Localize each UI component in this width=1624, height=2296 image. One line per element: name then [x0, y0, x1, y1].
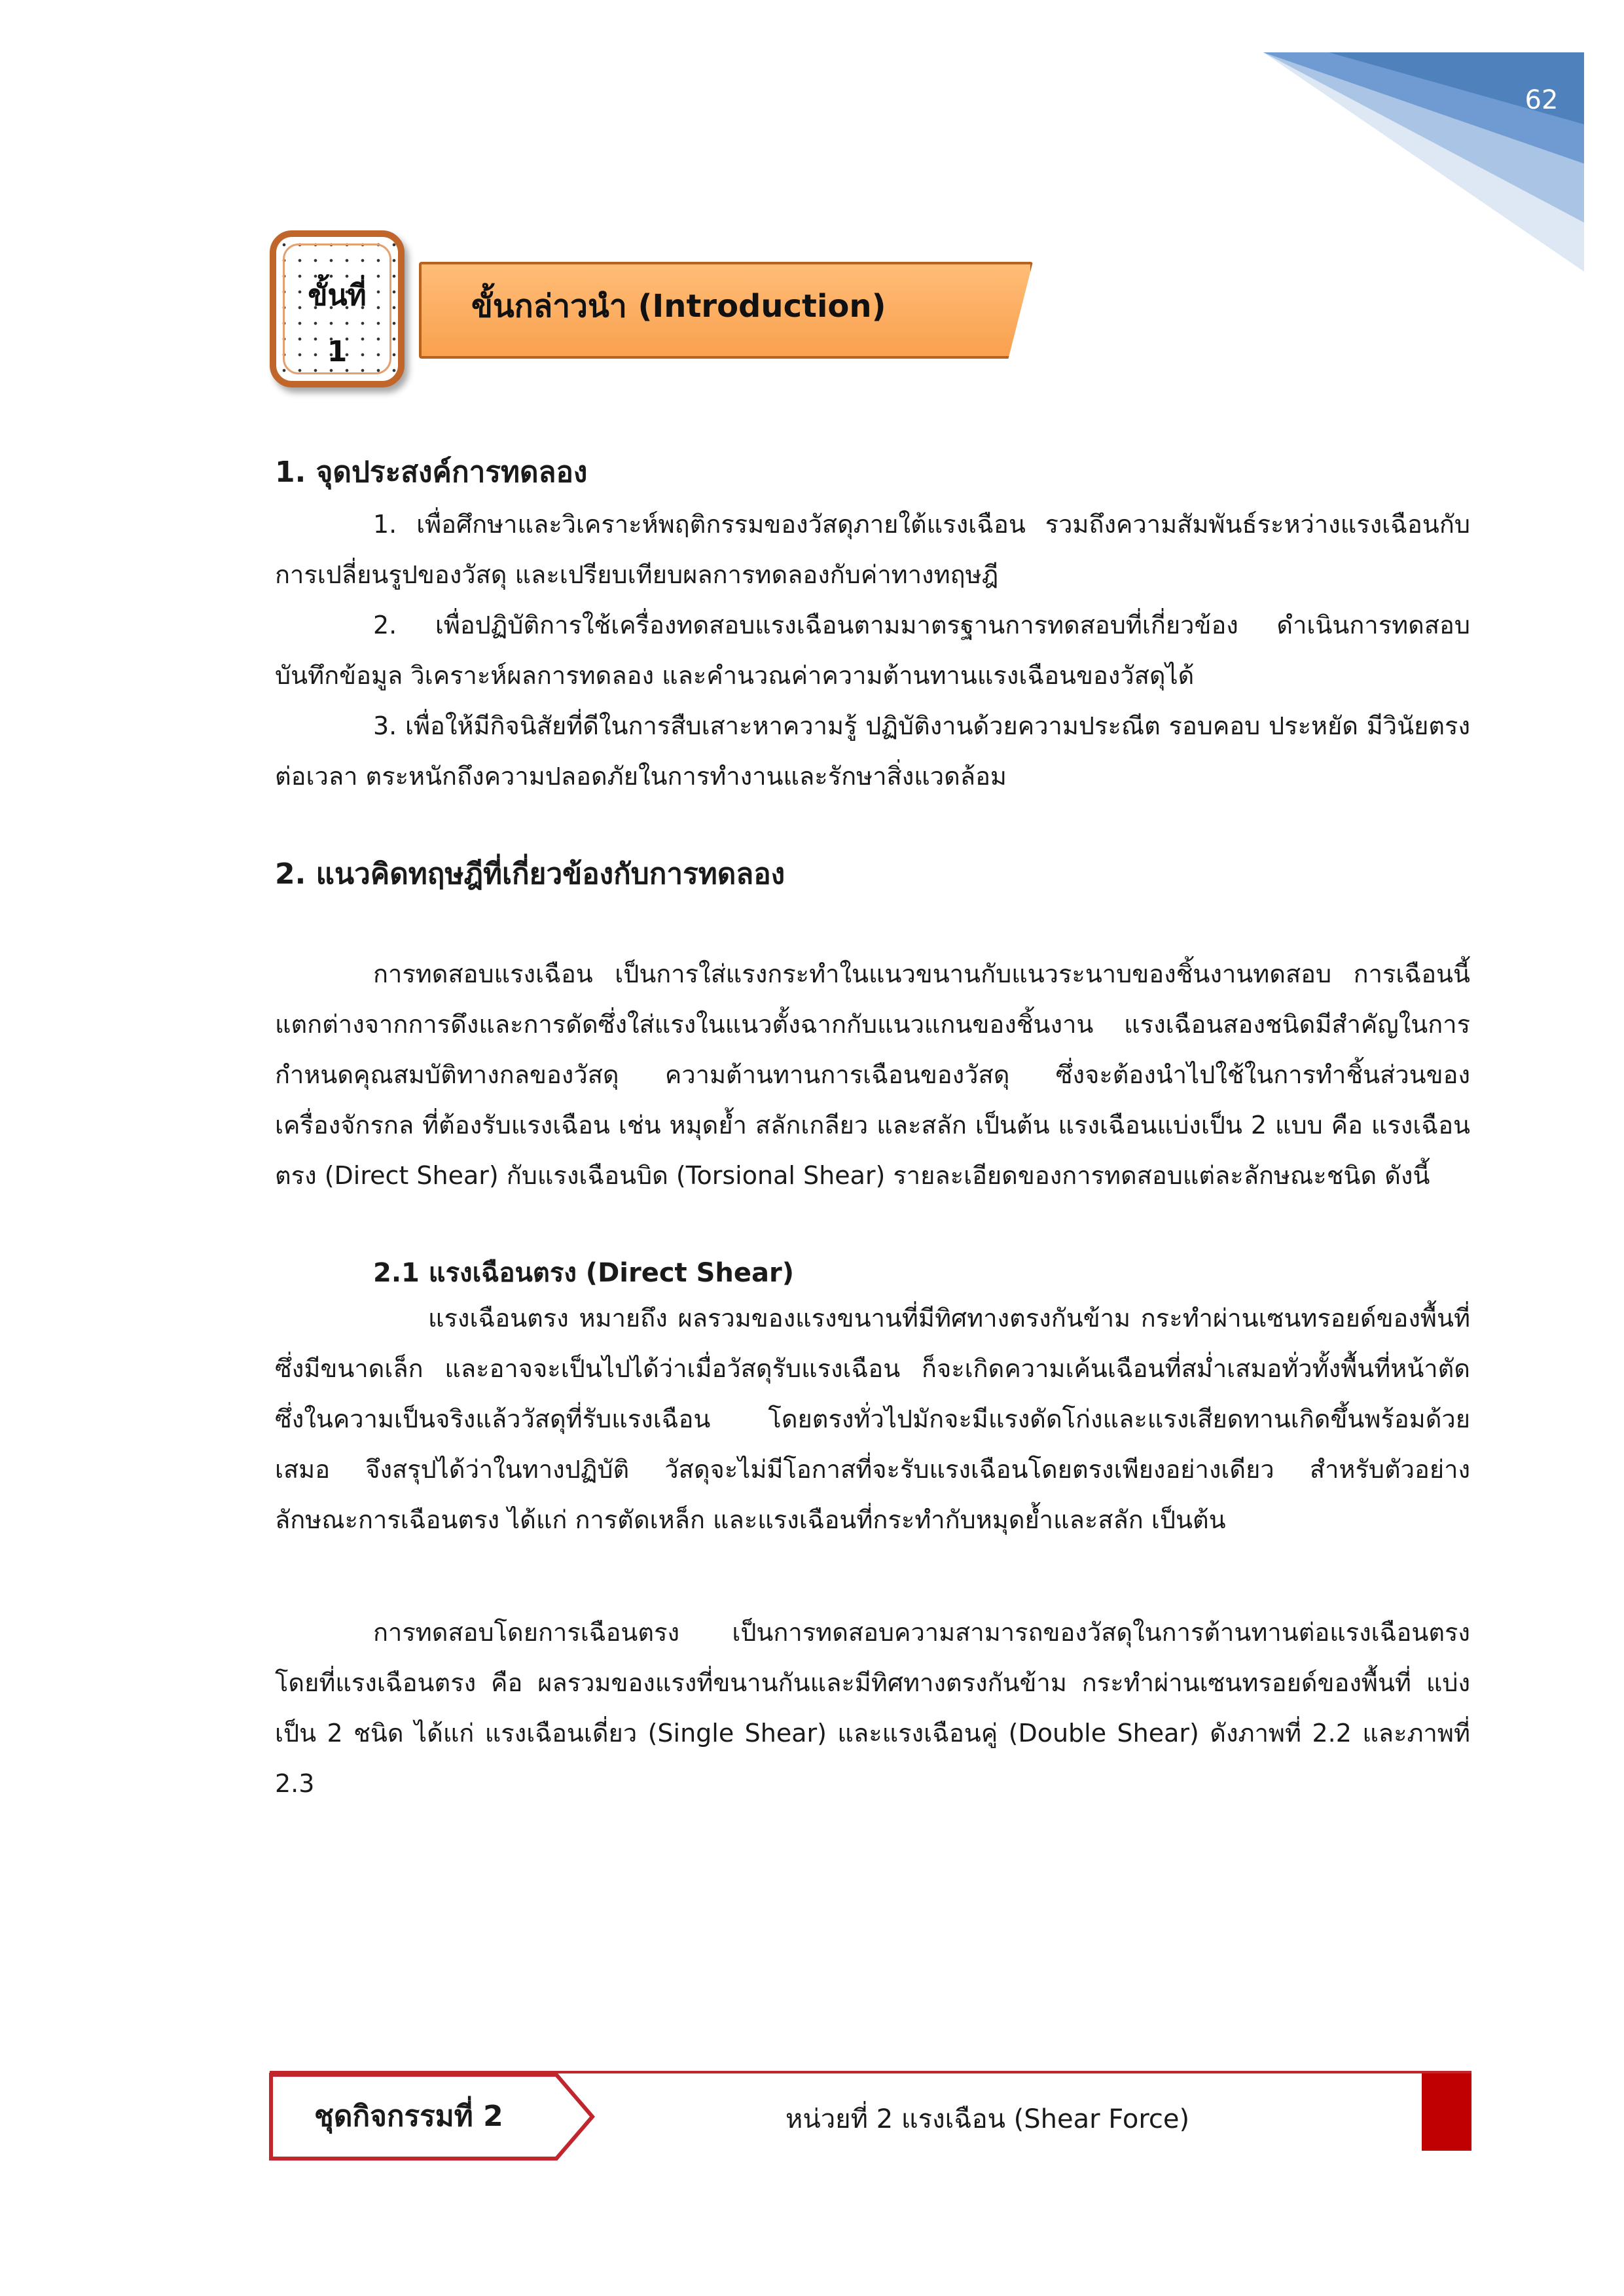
objective-3: 3. เพื่อให้มีกิจนิสัยที่ดีในการสืบเสาะหาความรู้ ปฏิบัติงานด้วยความประณีต รอบคอบ ประหยัด มีวินัยตรงต่อเวลา ตระหนักถึงความปลอดภัยในการทำงานและรักษาสิ่งแวดล้อม: [275, 711, 1471, 791]
section1-heading: 1. จุดประสงค์การทดลอง: [275, 456, 588, 489]
objective-1: 1. เพื่อศึกษาและวิเคราะห์พฤติกรรมของวัสดุภายใต้แรงเฉือน รวมถึงความสัมพันธ์ระหว่างแรงเฉือนกับการเปลี่ยนรูปของวัสดุ และเปรียบเทียบผลการทดลองกับค่าทางทฤษฎี: [275, 510, 1470, 589]
page-number: 62: [1525, 85, 1559, 115]
step-badge-number: 1: [327, 335, 348, 368]
direct-shear-paragraph: แรงเฉือนตรง หมายถึง ผลรวมของแรงขนานที่มีทิศทางตรงกันข้าม กระทำผ่านเซนทรอยด์ของพื้นที่ซึ่งมีขนาดเล็ก และอาจจะเป็นไปได้ว่าเมื่อวัสดุรับแรงเฉือน ก็จะเกิดความเค้นเฉือนที่สม่ำเสมอทั่วทั้งพื้นที่หน้าตัด ซึ่งในความเป็นจริงแล้ววัสดุที่รับแรงเฉือน โดยตรงทั่วไปมักจะมีแรงดัดโก่งและแรงเสียดทานเกิดขึ้นพร้อมด้วยเสมอ จึงสรุปได้ว่าในทางปฏิบัติ วัสดุจะไม่มีโอกาสที่จะรับแรงเฉือนโดยตรงเพียงอย่างเดียว สำหรับตัวอย่างลักษณะการเฉือนตรง ได้แก่ การตัดเหล็ก และแรงเฉือนที่กระทำกับหมุดย้ำและสลัก เป็นต้น: [275, 1304, 1470, 1534]
direct-shear-test-paragraph: การทดสอบโดยการเฉือนตรง เป็นการทดสอบความสามารถของวัสดุในการต้านทานต่อแรงเฉือนตรง โดยที่แรงเฉือนตรง คือ ผลรวมของแรงที่ขนานกันและมีทิศทางตรงกันข้าม กระทำผ่านเซนทรอยด์ของพื้นที่ แบ่งเป็น 2 ชนิด ได้แก่ แรงเฉือนเดี่ยว (Single Shear) และแรงเฉือนคู่ (Double Shear) ดังภาพที่ 2.2 และภาพที่ 2.3: [275, 1618, 1470, 1798]
section2-intro: การทดสอบแรงเฉือน เป็นการใส่แรงกระทำในแนวขนานกับแนวระนาบของชิ้นงานทดสอบ การเฉือนนี้แตกต่างจากการดึงและการดัดซึ่งใส่แรงในแนวตั้งฉากกับแนวแกนของชิ้นงาน แรงเฉือนสองชนิดมีสำคัญในการกำหนดคุณสมบัติทางกลของวัสดุ ความต้านทานการเฉือนของวัสดุ ซึ่งจะต้องนำไปใช้ในการทำชิ้นส่วนของเครื่องจักรกล ที่ต้องรับแรงเฉือน เช่น หมุดย้ำ สลักเกลียว และสลัก เป็นต้น แรงเฉือนแบ่งเป็น 2 แบบ คือ แรงเฉือนตรง (Direct Shear) กับแรงเฉือนบิด (Torsional Shear) รายละเอียดของการทดสอบแต่ละลักษณะชนิด ดังนี้: [275, 960, 1470, 1190]
footer-unit-title: หน่วยที่ 2 แรงเฉือน (Shear Force): [785, 2104, 1190, 2134]
section2-heading: 2. แนวคิดทฤษฎีที่เกี่ยวข้องกับการทดลอง: [275, 857, 785, 891]
objective-2: 2. เพื่อปฏิบัติการใช้เครื่องทดสอบแรงเฉือนตามมาตรฐานการทดสอบที่เกี่ยวข้อง ดำเนินการทดสอบ บันทึกข้อมูล วิเคราะห์ผลการทดลอง และคำนวณค่าความต้านทานแรงเฉือนของวัสดุได้: [275, 611, 1470, 690]
footer-activity-title: ชุดกิจกรรมที่ 2: [314, 2100, 503, 2133]
step-title: ขั้นกล่าวนำ (Introduction): [471, 288, 886, 325]
step-badge-label: ขั้นที่: [308, 279, 367, 312]
subsection-2-1-heading: 2.1 แรงเฉือนตรง (Direct Shear): [373, 1258, 795, 1288]
